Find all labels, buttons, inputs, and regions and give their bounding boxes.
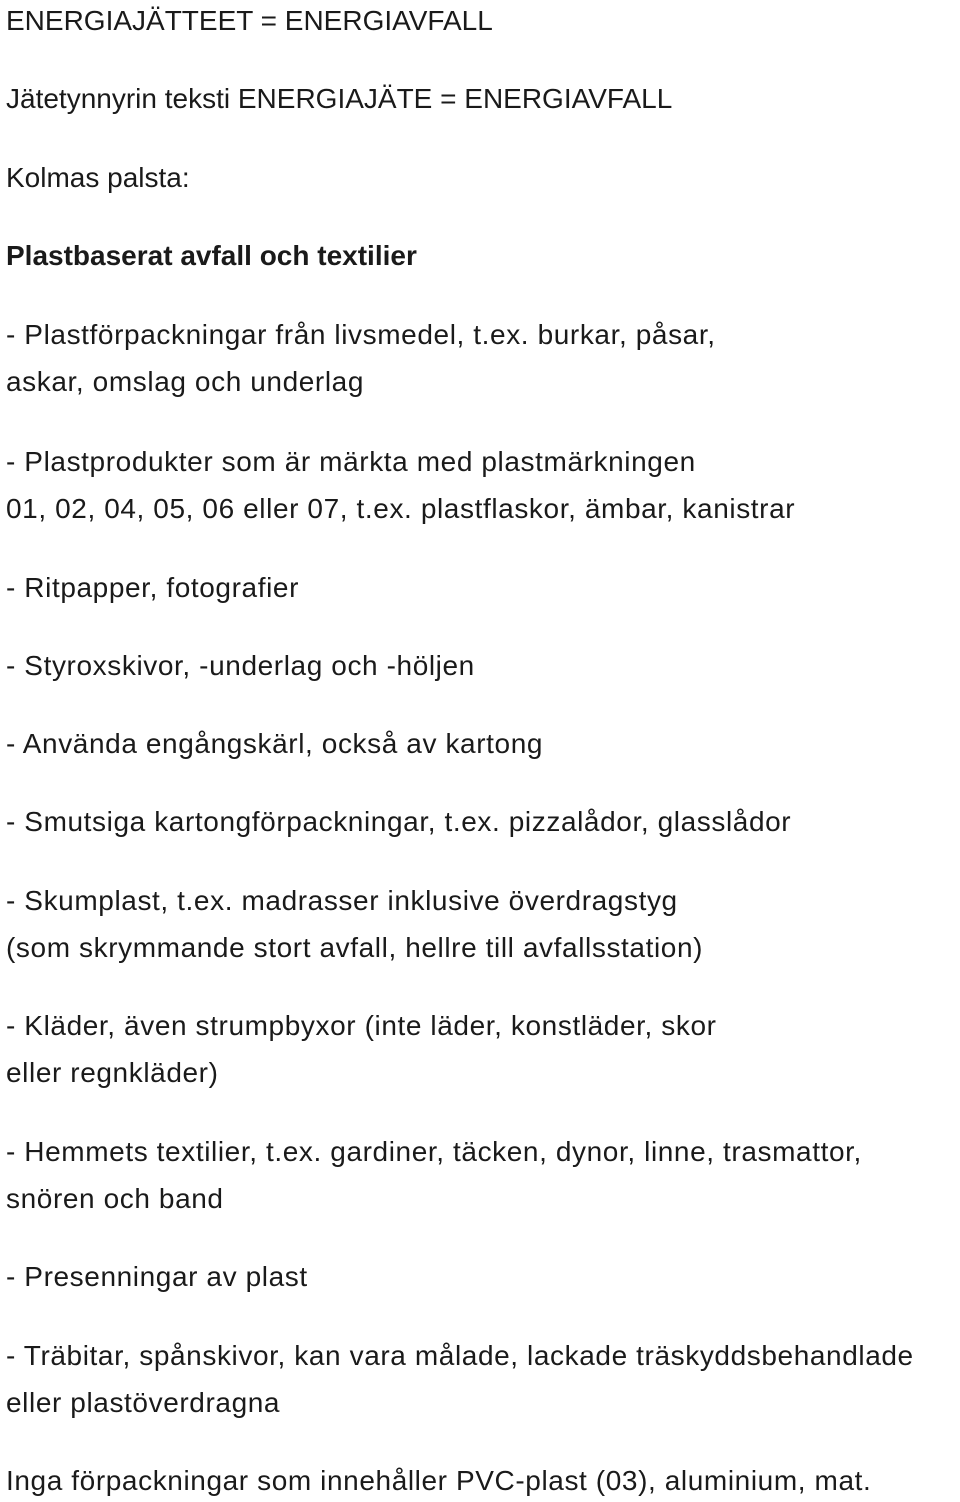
list-item-continuation: (som skrymmande stort avfall, hellre till avfallsstation) — [6, 932, 704, 963]
list-item: - Smutsiga kartongförpackningar, t.ex. pizzalådor, glasslådor — [6, 806, 792, 837]
section-heading: Plastbaserat avfall och textilier — [6, 240, 417, 271]
list-item: - Kläder, även strumpbyxor (inte läder, konstläder, skor — [6, 1010, 717, 1041]
list-item: - Presenningar av plast — [6, 1261, 308, 1292]
list-item-continuation: eller plastöverdragna — [6, 1387, 281, 1418]
list-item: - Plastprodukter som är märkta med plastmärkningen — [6, 446, 696, 477]
list-item: - Skumplast, t.ex. madrasser inklusive överdragstyg — [6, 885, 678, 916]
column-label: Kolmas palsta: — [6, 162, 190, 193]
list-item: - Träbitar, spånskivor, kan vara målade, lackade träskyddsbehandlade — [6, 1340, 914, 1371]
document-title: ENERGIAJÄTTEET = ENERGIAVFALL — [6, 5, 493, 36]
list-item-continuation: snören och band — [6, 1183, 224, 1214]
list-item-continuation: askar, omslag och underlag — [6, 366, 365, 397]
list-item: - Plastförpackningar från livsmedel, t.ex. burkar, påsar, — [6, 319, 716, 350]
list-item-continuation: 01, 02, 04, 05, 06 eller 07, t.ex. plastflaskor, ämbar, kanistrar — [6, 493, 796, 524]
bin-label-text: Jätetynnyrin teksti ENERGIAJÄTE = ENERGIAVFALL — [6, 83, 673, 114]
list-item: - Använda engångskärl, också av kartong — [6, 728, 544, 759]
list-item: - Styroxskivor, -underlag och -höljen — [6, 650, 475, 681]
list-item: - Hemmets textilier, t.ex. gardiner, täcken, dynor, linne, trasmattor, — [6, 1136, 862, 1167]
list-item-continuation: eller regnkläder) — [6, 1057, 219, 1088]
list-item: - Ritpapper, fotografier — [6, 572, 299, 603]
footer-note: Inga förpackningar som innehåller PVC-plast (03), aluminium, mat. — [6, 1465, 872, 1496]
